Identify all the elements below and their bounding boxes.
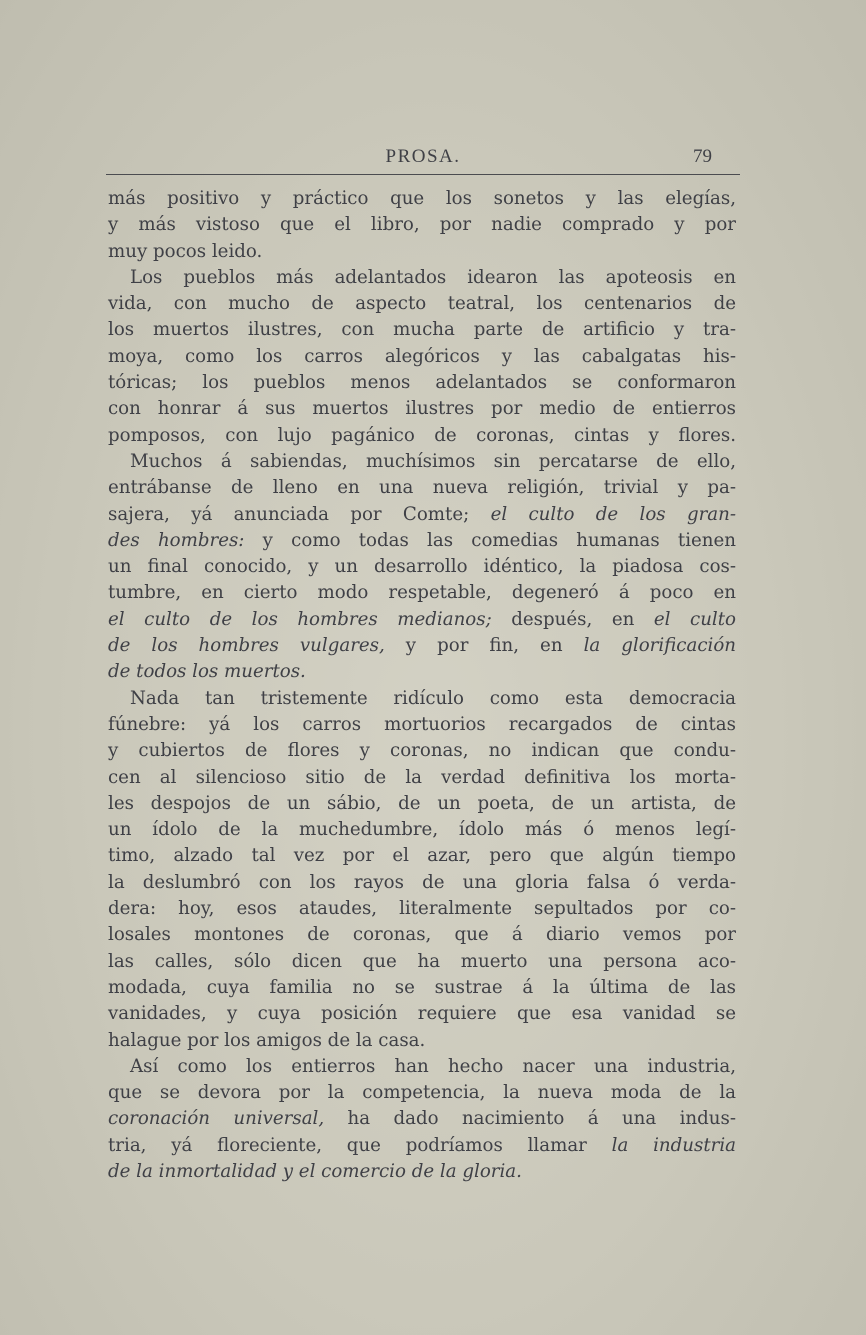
text-line: [108, 633, 736, 659]
page-number: 79: [693, 146, 712, 167]
text-line: [108, 607, 736, 633]
text-line: [108, 344, 736, 370]
text-line: [108, 975, 736, 1001]
text-line: [108, 291, 736, 317]
text-line: [108, 870, 736, 896]
line-text: y cubiertos de flores y coronas, no indican que condu-: [108, 740, 736, 762]
text-line: [108, 475, 736, 501]
text-line: [108, 370, 736, 396]
text-line: [108, 1106, 736, 1132]
text-line: [108, 1080, 736, 1106]
line-text: les despojos de un sábio, de un poeta, de un artista, de: [108, 792, 736, 814]
text-body: [108, 186, 736, 1185]
line-text: que se devora por la competencia, la nueva moda de la: [108, 1082, 736, 1104]
line-text: y como todas las comedias humanas tienen: [244, 529, 736, 551]
text-line: [108, 423, 736, 449]
text-line: [108, 949, 736, 975]
text-line: [108, 817, 736, 843]
line-text: entrábanse de lleno en una nueva religión, trivial y pa-: [108, 477, 736, 499]
line-text: después, en: [491, 608, 654, 630]
text-line: [108, 396, 736, 422]
text-line: [108, 265, 736, 291]
line-text: un ídolo de la muchedumbre, ídolo más ó menos legí-: [108, 819, 736, 841]
line-text: vanidades, y cuya posición requiere que esa vanidad se: [108, 1003, 736, 1025]
text-line: [108, 212, 736, 238]
text-line: [108, 554, 736, 580]
italic-text: de los hombres vulgares,: [108, 635, 385, 657]
text-line: [108, 659, 736, 685]
line-text: losales montones de coronas, que á diario vemos por: [108, 924, 736, 946]
page-header: [106, 144, 740, 175]
text-line: [108, 896, 736, 922]
text-line: [108, 317, 736, 343]
running-title: PROSA.: [385, 146, 461, 167]
text-line: [108, 738, 736, 764]
line-text: sajera, yá anunciada por Comte;: [108, 503, 491, 525]
text-line: [108, 1133, 736, 1159]
line-text: tóricas; los pueblos menos adelantados se conformaron: [108, 372, 736, 394]
line-text: tria, yá floreciente, que podríamos llamar: [108, 1134, 612, 1156]
text-line: [108, 791, 736, 817]
line-text: modada, cuya familia no se sustrae á la última de las: [108, 976, 736, 998]
line-text: las calles, sólo dicen que ha muerto una persona aco-: [108, 950, 736, 972]
line-text: un final conocido, y un desarrollo idéntico, la piadosa cos-: [108, 556, 736, 578]
text-line: [108, 186, 736, 212]
line-text: Muchos á sabiendas, muchísimos sin percatarse de ello,: [130, 450, 736, 472]
italic-text: la industria: [611, 1134, 737, 1156]
line-text: dera: hoy, esos ataudes, literalmente sepultados por co-: [108, 898, 736, 920]
line-text: vida, con mucho de aspecto teatral, los centenarios de: [108, 293, 736, 315]
text-line: [108, 1159, 736, 1185]
text-line: [108, 1054, 736, 1080]
text-line: [108, 922, 736, 948]
text-line: [108, 502, 736, 528]
line-text: Los pueblos más adelantados idearon las apoteosis en: [130, 266, 736, 288]
line-text: timo, alzado tal vez por el azar, pero que algún tiempo: [108, 845, 736, 867]
text-line: [108, 528, 736, 554]
line-text: y por fin, en: [384, 635, 584, 657]
text-line: [108, 239, 736, 265]
italic-text: coronación universal,: [108, 1108, 325, 1130]
italic-text: de todos los muertos.: [108, 661, 306, 683]
line-text: y más vistoso que el libro, por nadie comprado y por: [108, 214, 736, 236]
line-text: los muertos ilustres, con mucha parte de artificio y tra-: [108, 319, 736, 341]
line-text: pomposos, con lujo pagánico de coronas, cintas y flores.: [108, 424, 736, 446]
text-line: [108, 843, 736, 869]
line-text: con honrar á sus muertos ilustres por medio de entierros: [108, 398, 736, 420]
text-line: [108, 1028, 736, 1054]
italic-text: el culto de los hombres medianos;: [108, 608, 492, 630]
line-text: muy pocos leido.: [108, 240, 263, 262]
text-line: [108, 449, 736, 475]
line-text: halague por los amigos de la casa.: [108, 1029, 426, 1051]
italic-text: de la inmortalidad y el comercio de la gloria.: [108, 1160, 522, 1182]
italic-text: la glorificación: [583, 635, 736, 657]
line-text: Nada tan tristemente ridículo como esta democracia: [130, 687, 736, 709]
italic-text: el culto de los gran-: [490, 503, 736, 525]
text-line: [108, 686, 736, 712]
italic-text: el culto: [653, 608, 737, 630]
text-line: [108, 1001, 736, 1027]
line-text: la deslumbró con los rayos de una gloria falsa ó verda-: [108, 871, 736, 893]
line-text: ha dado nacimiento á una indus-: [324, 1108, 736, 1130]
line-text: fúnebre: yá los carros mortuorios recargados de cintas: [108, 713, 736, 735]
italic-text: des hombres:: [108, 529, 245, 551]
text-line: [108, 765, 736, 791]
line-text: más positivo y práctico que los sonetos y las elegías,: [108, 188, 736, 209]
line-text: tumbre, en cierto modo respetable, degeneró á poco en: [108, 582, 736, 604]
line-text: cen al silencioso sitio de la verdad definitiva los morta-: [108, 766, 736, 788]
line-text: moya, como los carros alegóricos y las cabalgatas his-: [108, 345, 736, 367]
text-line: [108, 580, 736, 606]
text-line: [108, 712, 736, 738]
line-text: Así como los entierros han hecho nacer una industria,: [130, 1055, 736, 1077]
